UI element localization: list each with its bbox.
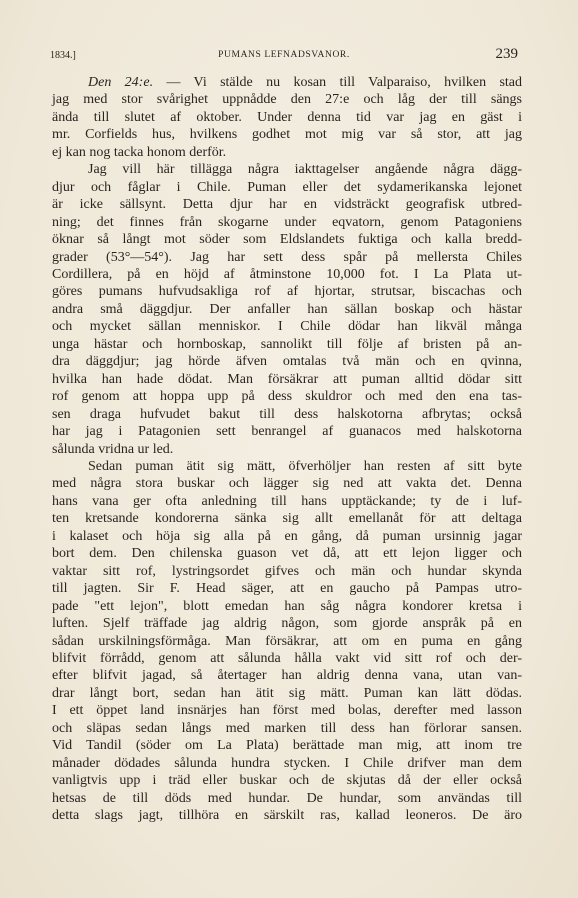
page-number: 239 xyxy=(495,46,518,62)
dateline: Den 24:e. xyxy=(88,75,154,90)
text-line: hans vana ger ofta anledning till hans upptäckande; ty de i luf- xyxy=(52,493,522,509)
text-line: sålunda vridna ur led. xyxy=(52,441,174,457)
text-line: pade "ett lejon", blott emedan han såg några kondorer kretsa i xyxy=(52,598,522,614)
text-line: I ett öppet land insnärjes han först med bolas, derefter med lasson xyxy=(52,703,522,719)
text-line: sådan urskilningsförmåga. Man försäkrar, att om en puma en gång xyxy=(52,633,522,649)
text-line: är icke sällsynt. Detta djur har en vidsträckt geografisk utbred- xyxy=(52,197,522,213)
running-head xyxy=(50,46,518,66)
body-text xyxy=(52,74,522,824)
text-line: i kalaset och höja sig alla på en gång, då puman ursinnig jagar xyxy=(52,528,522,544)
text-line: till jagten. Sir F. Head säger, att en gaucho på Pampas utro- xyxy=(52,581,522,597)
text-line: sen draga hufvudet bakut till dess halskotorna afbrytas; också xyxy=(52,406,522,422)
text-line: har jag i Patagonien sett benrangel af guanacos med halskotorna xyxy=(52,424,522,440)
text-line: öknar så långt mot söder som Eldslandets fuktiga och kalla bredd- xyxy=(52,232,522,248)
text-line: djur och fåglar i Chile. Puman eller det sydamerikanska lejonet xyxy=(52,179,522,195)
text-line: ej kan nog tacka honom derför. xyxy=(52,144,227,160)
text-line: blifvit förrådd, genom att sålunda hålla vakt vid sitt rof och der- xyxy=(52,650,522,666)
text-line xyxy=(52,74,522,91)
text-line: med några stora buskar och lägger sig ned att vakta det. Denna xyxy=(52,476,522,492)
text-line: vanligtvis upp i träd eller buskar och de skjutas då der eller också xyxy=(52,773,522,789)
text-line: och mycket sällan menniskor. I Chile dödar han likväl många xyxy=(52,319,522,335)
text-line: ten kretsande kondorerna sänka sig allt emellanåt för att deltaga xyxy=(52,511,522,527)
text-line: grader (53°—54°). Jag har sett dess spår på mellersta Chiles xyxy=(52,249,522,265)
text-line: Vid Tandil (söder om La Plata) berättade man mig, att inom tre xyxy=(52,738,522,754)
text-line: bort dem. Den chilenska guason vet då, att ett lejon ligger och xyxy=(52,546,522,562)
text-line: månader dödades sålunda hundra stycken. I Chile drifver man dem xyxy=(52,755,522,771)
text-line: hvilka han hade dödat. Man försäkrar att puman alltid dödar sitt xyxy=(52,371,522,387)
text-line: rof genom att hoppa upp på dess skuldror och med den ena tas- xyxy=(52,389,522,405)
text-line: Cordillera, på en höjd af åtminstone 10,000 fot. I La Plata ut- xyxy=(52,266,522,282)
text-line: göres pumans hufvudsakliga rof af hjortar, strutsar, biscachas och xyxy=(52,284,522,300)
text-line: jag med stor svårighet uppnådde den 27:e och låg der till sängs xyxy=(52,92,522,108)
text-line: hetsas de till döds med hundar. De hundar, som användas till xyxy=(52,790,522,806)
header-title: PUMANS LEFNADSVANOR. xyxy=(218,50,350,60)
text-line: vaktar sitt rof, lystringsordet gifves och män och hundar skynda xyxy=(52,563,522,579)
text-line: andra små däggdjur. Der anfaller han sällan boskap och hästar xyxy=(52,301,522,317)
text-line: och släpas sedan långs med marken till dess han förlorar sansen. xyxy=(52,720,522,736)
text-line: Jag vill här tillägga några iakttagelser angående några dägg- xyxy=(88,162,522,178)
text-line: mr. Corfields hus, hvilkens godhet mot mig var så stor, att jag xyxy=(52,127,522,143)
text-line: ända till slutet af oktober. Under denna tid var jag en gäst i xyxy=(52,109,522,125)
header-year: 1834.] xyxy=(50,50,76,61)
text-line: drar långt bort, sedan han ätit sig mätt. Puman kan lätt dödas. xyxy=(52,685,522,701)
text-line: detta slags jagt, tillhöra en särskilt ras, kallad leoneros. De äro xyxy=(52,808,522,824)
text-line: ning; det finnes från skogarne under eqvatorn, genom Patagoniens xyxy=(52,214,522,230)
text-line: Sedan puman ätit sig mätt, öfverhöljer han resten af sitt byte xyxy=(88,458,522,474)
text-line: luften. Sjelf träffade jag aldrig någon, som gjorde anspråk på en xyxy=(52,616,522,632)
text-line: unga hästar och hornboskap, sannolikt till följe af bristen på an- xyxy=(52,336,522,352)
text-line-content: — Vi stälde nu kosan till Valparaiso, hvilken stad xyxy=(153,75,523,90)
text-line: dra däggdjur; jag hörde äfven omtalas två män och en qvinna, xyxy=(52,354,522,370)
text-line: efter blifvit jagad, så återtager han aldrig denna vana, utan van- xyxy=(52,668,522,684)
